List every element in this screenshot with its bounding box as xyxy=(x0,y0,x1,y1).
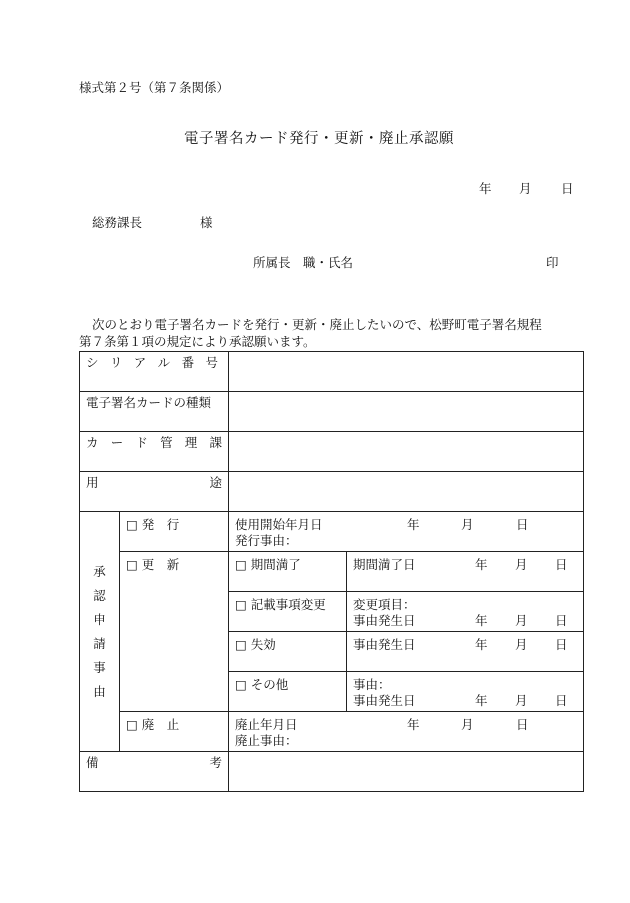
card-dept-value[interactable] xyxy=(229,432,584,472)
reason-label: 承 認 申 請 事 由 xyxy=(93,563,106,699)
expiry-day: 日 xyxy=(555,557,568,572)
abolish-reason-label: 廃止事由： xyxy=(235,733,298,748)
remarks-label-cell xyxy=(80,752,229,792)
purpose-value[interactable] xyxy=(229,472,584,512)
issue-month: 月 xyxy=(461,517,474,532)
reason-label-cell xyxy=(80,512,120,752)
expiry-year: 年 xyxy=(475,557,488,572)
change-option[interactable]: □ 記載事項変更 xyxy=(229,592,347,632)
lapse-date-label: 事由発生日 xyxy=(353,637,416,652)
remarks-value[interactable] xyxy=(229,752,584,792)
serial-label: シ リ ア ル 番 号 xyxy=(86,355,218,370)
addressee-honorific: 様 xyxy=(200,215,213,230)
change-items-label: 変更項目： xyxy=(353,597,416,612)
form-title: 電子署名カード発行・更新・廃止承認願 xyxy=(184,131,454,147)
other-month: 月 xyxy=(515,693,528,708)
serial-value[interactable] xyxy=(229,352,584,392)
update-option[interactable]: □ 更 新 xyxy=(120,552,229,712)
change-day: 日 xyxy=(555,613,568,628)
date-day: 日 xyxy=(561,181,574,196)
form-number: 様式第２号（第７条関係） xyxy=(79,80,230,95)
change-month: 月 xyxy=(515,613,528,628)
abolish-date-label: 廃止年月日 xyxy=(235,717,298,732)
date-month: 月 xyxy=(519,181,532,196)
expiry-option[interactable]: □ 期間満了 xyxy=(229,552,347,592)
card-dept-label: カ ー ド 管 理 課 xyxy=(86,435,222,450)
issue-year: 年 xyxy=(407,517,420,532)
issue-option[interactable]: □ 発 行 xyxy=(120,512,229,552)
card-dept-label-cell xyxy=(80,432,229,472)
update-expiry-row xyxy=(80,552,584,592)
abolish-details xyxy=(229,712,584,752)
remarks-row xyxy=(80,752,584,792)
remarks-label: 備 考 xyxy=(86,755,222,770)
abolish-row xyxy=(80,712,584,752)
purpose-label: 用 途 xyxy=(86,475,222,490)
abolish-option[interactable]: □ 廃 止 xyxy=(120,712,229,752)
lapse-month: 月 xyxy=(515,637,528,652)
card-type-label: 電子署名カードの種類 xyxy=(80,392,229,432)
abolish-day: 日 xyxy=(516,717,529,732)
lapse-option[interactable]: □ 失効 xyxy=(229,632,347,672)
change-date-label: 事由発生日 xyxy=(353,613,416,628)
other-reason-label: 事由： xyxy=(353,677,391,692)
expiry-details xyxy=(347,552,584,592)
card-type-row xyxy=(80,392,584,432)
change-details xyxy=(347,592,584,632)
purpose-label-cell xyxy=(80,472,229,512)
seal-mark: 印 xyxy=(546,255,559,270)
serial-label-cell xyxy=(80,352,229,392)
expiry-date-label: 期間満了日 xyxy=(353,557,416,572)
other-year: 年 xyxy=(475,693,488,708)
issue-details xyxy=(229,512,584,552)
other-option[interactable]: □ その他 xyxy=(229,672,347,712)
change-year: 年 xyxy=(475,613,488,628)
approval-form-table xyxy=(79,351,584,792)
expiry-month: 月 xyxy=(515,557,528,572)
applicant-label: 所属長 職・氏名 xyxy=(253,255,354,270)
date-year: 年 xyxy=(479,181,492,196)
abolish-year: 年 xyxy=(407,717,420,732)
other-date-label: 事由発生日 xyxy=(353,693,416,708)
issue-start-date-label: 使用開始年月日 xyxy=(235,517,323,532)
purpose-row xyxy=(80,472,584,512)
issue-row xyxy=(80,512,584,552)
serial-row xyxy=(80,352,584,392)
card-type-value[interactable] xyxy=(229,392,584,432)
lapse-year: 年 xyxy=(475,637,488,652)
card-dept-row xyxy=(80,432,584,472)
intro-line-1: 次のとおり電子署名カードを発行・更新・廃止したいので、松野町電子署名規程 xyxy=(92,317,542,332)
lapse-details xyxy=(347,632,584,672)
intro-line-2: 第７条第１項の規定により承認願います。 xyxy=(79,334,316,349)
other-details xyxy=(347,672,584,712)
lapse-day: 日 xyxy=(555,637,568,652)
other-day: 日 xyxy=(555,693,568,708)
abolish-month: 月 xyxy=(461,717,474,732)
addressee-name: 総務課長 xyxy=(92,215,143,230)
issue-reason-label: 発行事由： xyxy=(235,533,298,548)
issue-day: 日 xyxy=(516,517,529,532)
